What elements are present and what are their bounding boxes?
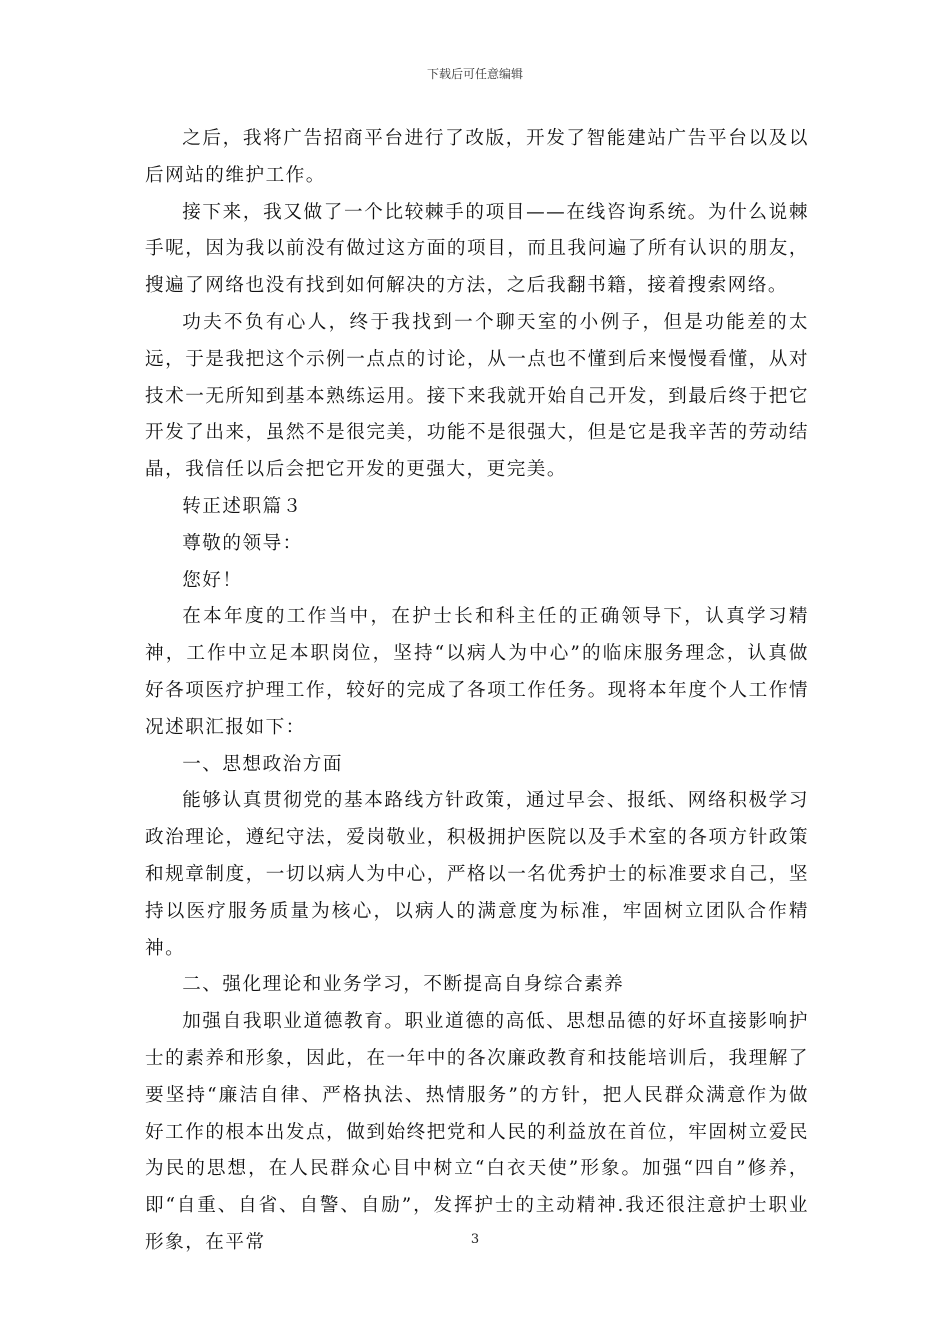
salutation: 尊敬的领导： xyxy=(182,532,303,554)
document-body xyxy=(145,121,809,1262)
page-number: 3 xyxy=(470,1232,480,1247)
paragraph: 之后，我将广告招商平台进行了改版，开发了智能建站广告平台以及以后网站的维护工作。 xyxy=(145,128,809,186)
page-header: 下载后可任意编辑 xyxy=(426,67,523,81)
paragraph: 加强自我职业道德教育。职业道德的高低、思想品德的好坏直接影响护士的素养和形象，因此，在一年中的各次廉政教育和技能培训后，我理解了要坚持“廉洁自律、严格执法、热情服务”的方针，把人民群众满意作为做好工作的根本出发点，做到始终把党和人民的利益放在首位，牢固树立爱民为民的思想，在人民群众心目中树立“白衣天使”形象。加强“四自”修养，即“自重、自省、自警、自励”，发挥护士的主动精神.我还很注意护士职业形象，在平常 xyxy=(145,1011,809,1253)
greeting: 您好！ xyxy=(182,569,243,591)
paragraph: 接下来，我又做了一个比较棘手的项目——在线咨询系统。为什么说棘手呢，因为我以前没有做过这方面的项目，而且我问遍了所有认识的朋友，搜遍了网络也没有找到如何解决的方法，之后我翻书籍，接着搜索网络。 xyxy=(145,201,809,297)
paragraph: 能够认真贯彻党的基本路线方针政策，通过早会、报纸、网络积极学习政治理论，遵纪守法，爱岗敬业，积极拥护医院以及手术室的各项方针政策和规章制度，一切以病人为中心，严格以一名优秀护士的标准要求自己，坚持以医疗服务质量为核心，以病人的满意度为标准，牢固树立团队合作精神。 xyxy=(145,790,809,959)
section-heading: 二、强化理论和业务学习，不断提高自身综合素养 xyxy=(182,974,625,996)
section-title: 转正述职篇３ xyxy=(182,495,303,517)
paragraph: 在本年度的工作当中，在护士长和科主任的正确领导下，认真学习精神，工作中立足本职岗位，坚持“以病人为中心”的临床服务理念，认真做好各项医疗护理工作，较好的完成了各项工作任务。现将本年度个人工作情况述职汇报如下： xyxy=(145,606,809,738)
section-heading: 一、思想政治方面 xyxy=(182,753,343,775)
paragraph: 功夫不负有心人，终于我找到一个聊天室的小例子，但是功能差的太远，于是我把这个示例一点点的讨论，从一点也不懂到后来慢慢看懂，从对技术一无所知到基本熟练运用。接下来我就开始自己开发，到最后终于把它开发了出来，虽然不是很完美，功能不是很强大，但是它是我辛苦的劳动结晶，我信任以后会把它开发的更强大，更完美。 xyxy=(145,311,809,481)
